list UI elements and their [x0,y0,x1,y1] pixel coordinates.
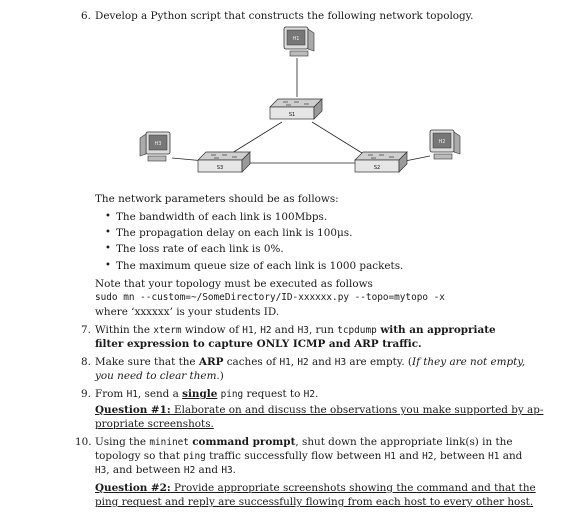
question-1-line-1: Question #1: Elaborate on and discuss the observations you make supported by ap- [95,404,544,416]
host-h3-label: H3 [154,141,162,147]
param-delay: The propagation delay on each link is 100μs. [116,227,353,239]
param-bandwidth: The bandwidth of each link is 100Mbps. [116,211,328,223]
switch-s2 [355,152,407,172]
note-command: sudo mn --custom=~/SomeDirectory/ID-xxxxxx.py --topo=mytopo -x [95,292,445,303]
param-queue: The maximum queue size of each link is 1000 packets. [116,260,404,272]
item-7-line-2: filter expression to capture ONLY ICMP and ARP traffic. [95,338,422,350]
item-7-number: 7. [81,324,91,336]
host-h2-label: H2 [438,139,446,145]
note-line: Note that your topology must be executed as follows [95,278,373,290]
host-h2 [430,130,460,159]
item-8-line-2: you need to clear them.) [95,370,224,382]
host-h1 [284,27,314,56]
item-9-line-1: From H1, send a single ping request to H2. [95,388,319,400]
question-2-line-2: ping request and reply are successfully flowing from each host to every other host. [95,496,534,508]
bullet: • [105,227,111,238]
switch-s3-label: S3 [216,165,224,171]
item-8-line-1: Make sure that the ARP caches of H1, H2 and H3 are empty. (If they are not empty, [95,356,526,368]
switch-s3 [198,152,250,172]
params-intro: The network parameters should be as follows: [95,193,339,205]
item-9-number: 9. [81,388,91,400]
item-10-line-3: H3, and between H2 and H3. [95,464,236,476]
item-10-line-2: topology so that ping traffic successfully flow between H1 and H2, between H1 and [95,450,523,462]
item-10-number: 10. [75,436,92,448]
item-10-line-1: Using the mininet command prompt, shut down the appropriate link(s) in the [95,436,513,448]
question-2-line-1: Question #2: Provide appropriate screenshots showing the command and that the [95,482,536,494]
bullet: • [105,211,111,222]
switch-s1-label: S1 [288,112,296,118]
item-8-number: 8. [81,356,91,368]
item-6-number: 6. [81,10,91,22]
bullet: • [105,243,111,254]
item-6-text: Develop a Python script that constructs the following network topology. [95,10,474,22]
network-topology-diagram [0,0,567,195]
item-7-line-1: Within the xterm window of H1, H2 and H3, run tcpdump with an appropriate [95,324,496,336]
host-h3 [140,132,170,161]
link-s1-s3 [232,122,282,153]
question-1-line-2: propriate screenshots. [95,418,214,430]
switch-s2-label: S2 [373,165,381,171]
param-loss: The loss rate of each link is 0%. [116,243,284,255]
bullet: • [105,260,111,271]
switch-s1 [270,99,322,119]
host-h1-label: H1 [292,36,300,42]
note-line-id: where ‘xxxxxx’ is your students ID. [95,306,280,318]
link-s1-s2 [312,122,362,153]
